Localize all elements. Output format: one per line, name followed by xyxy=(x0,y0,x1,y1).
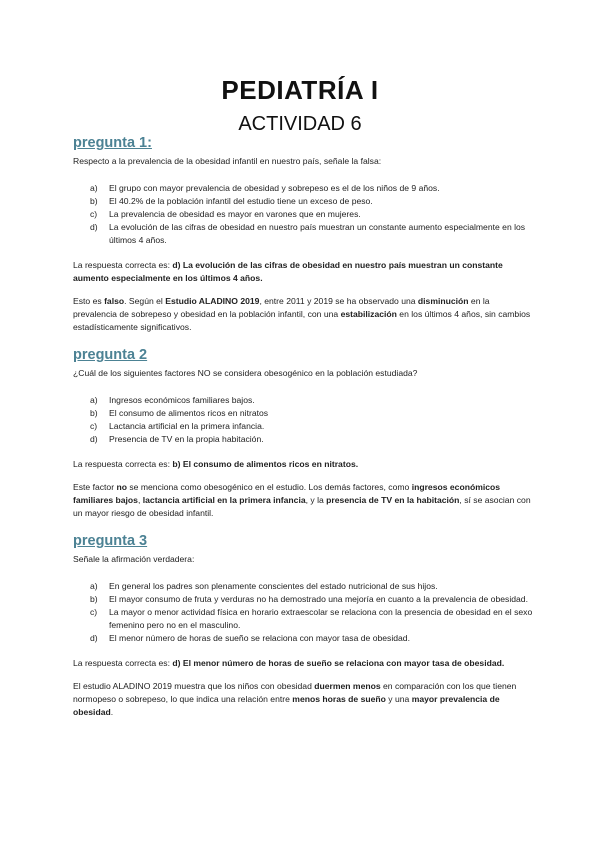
explanation-bold: duermen menos xyxy=(314,681,381,691)
explanation-text: en la prevalencia de sobrepeso y obesidad en la población infantil, con una xyxy=(73,296,490,319)
option-item xyxy=(73,606,533,632)
document-title: PEDIATRÍA I xyxy=(221,75,379,105)
question-heading: pregunta 3 xyxy=(73,533,148,549)
explanation-bold: estabilización xyxy=(340,309,397,319)
explanation-bold: mayor prevalencia de obesidad xyxy=(73,694,500,717)
option-text: El mayor consumo de fruta y verduras no ha demostrado una mejoría en cuanto a la prevalencia de obesidad. xyxy=(109,594,528,604)
option-text: El menor número de horas de sueño se relaciona con mayor tasa de obesidad. xyxy=(109,633,410,643)
options-list xyxy=(73,182,533,247)
option-text: La evolución de las cifras de obesidad en nuestro país muestran un constante aumento especialmente en los últimos 4 años. xyxy=(109,222,526,245)
answer-text: d) La evolución de las cifras de obesidad en nuestro país muestran un constante aumento especialmente en los últimos 4 años. xyxy=(73,260,503,283)
option-letter: d) xyxy=(90,434,98,444)
option-item xyxy=(73,407,533,420)
question-prompt: ¿Cuál de los siguientes factores NO se considera obesogénico en la población estudiada? xyxy=(73,368,418,378)
explanation-text: , y la xyxy=(305,495,327,505)
option-letter: d) xyxy=(90,633,98,643)
explanation-text: , sí se asocian con un mayor riesgo de obesidad infantil. xyxy=(73,495,531,518)
explanation-bold: menos horas de sueño xyxy=(292,694,386,704)
option-text: El grupo con mayor prevalencia de obesidad y sobrepeso es el de los niños de 9 años. xyxy=(109,183,440,193)
explanation-bold: falso xyxy=(104,296,125,306)
answer-line xyxy=(73,657,533,670)
option-letter: a) xyxy=(90,581,98,591)
question-3 xyxy=(73,533,533,719)
option-item xyxy=(73,208,533,221)
question-1 xyxy=(73,135,533,334)
question-prompt: Respecto a la prevalencia de la obesidad infantil en nuestro país, señale la falsa: xyxy=(73,156,382,166)
option-text: El 40.2% de la población infantil del estudio tiene un exceso de peso. xyxy=(109,196,373,206)
document-subtitle: ACTIVIDAD 6 xyxy=(238,113,362,135)
answer-prefix: La respuesta correcta es: xyxy=(73,658,173,668)
answer-prefix: La respuesta correcta es: xyxy=(73,459,173,469)
explanation-bold: Estudio ALADINO 2019 xyxy=(165,296,260,306)
option-letter: c) xyxy=(90,209,98,219)
explanation-bold: lactancia artificial en la primera infancia xyxy=(142,495,306,505)
answer-text: b) El consumo de alimentos ricos en nitratos. xyxy=(172,459,359,469)
question-heading: pregunta 2 xyxy=(73,347,148,363)
question-prompt: Señale la afirmación verdadera: xyxy=(73,554,195,564)
question-2 xyxy=(73,347,533,520)
explanation-text: y una xyxy=(385,694,412,704)
option-item xyxy=(73,221,533,247)
option-text: La prevalencia de obesidad es mayor en varones que en mujeres. xyxy=(109,209,361,219)
explanation-text: El estudio ALADINO 2019 muestra que los niños con obesidad xyxy=(73,681,315,691)
explanation-text: en comparación con los que tienen normopeso o sobrepeso, lo que indica una relación entre xyxy=(73,681,517,704)
option-text: El consumo de alimentos ricos en nitratos xyxy=(109,408,269,418)
option-item xyxy=(73,394,533,407)
option-item xyxy=(73,433,533,446)
option-letter: c) xyxy=(90,421,98,431)
option-letter: d) xyxy=(90,222,98,232)
option-item xyxy=(73,580,533,593)
explanation-bold: presencia de TV en la habitación xyxy=(326,495,460,505)
answer-prefix: La respuesta correcta es: xyxy=(73,260,173,270)
option-text: La mayor o menor actividad física en horario extraescolar se relaciona con la presencia de obesidad en el sexo femenino pero no en el masculino. xyxy=(109,607,533,630)
option-letter: b) xyxy=(90,408,98,418)
explanation xyxy=(73,481,533,520)
question-heading: pregunta 1: xyxy=(73,135,152,151)
explanation xyxy=(73,680,533,719)
explanation-bold: ingresos económicos familiares bajos xyxy=(73,482,501,505)
explanation-bold: disminución xyxy=(417,296,469,306)
answer-line xyxy=(73,259,533,285)
option-letter: c) xyxy=(90,607,98,617)
options-list xyxy=(73,580,533,645)
explanation-text: se menciona como obesogénico en el estudio. Los demás factores, como xyxy=(126,482,412,492)
explanation-text: Este factor xyxy=(73,482,117,492)
option-text: En general los padres son plenamente conscientes del estado nutricional de sus hijos. xyxy=(109,581,438,591)
explanation-text: en los últimos 4 años, sin cambios estadísticamente significativos. xyxy=(73,309,531,332)
option-item xyxy=(73,420,533,433)
option-letter: a) xyxy=(90,183,98,193)
explanation-text: , xyxy=(137,495,143,505)
option-item xyxy=(73,632,533,645)
options-list xyxy=(73,394,533,446)
option-text: Ingresos económicos familiares bajos. xyxy=(109,395,255,405)
option-letter: b) xyxy=(90,196,98,206)
answer-text: d) El menor número de horas de sueño se relaciona con mayor tasa de obesidad. xyxy=(172,658,505,668)
option-item xyxy=(73,195,533,208)
option-text: Presencia de TV en la propia habitación. xyxy=(109,434,264,444)
option-item xyxy=(73,182,533,195)
explanation-bold: no xyxy=(116,482,127,492)
option-text: Lactancia artificial en la primera infancia. xyxy=(109,421,265,431)
explanation-text: . xyxy=(110,707,114,717)
answer-line xyxy=(73,458,533,471)
option-letter: a) xyxy=(90,395,98,405)
document-body xyxy=(73,135,533,719)
explanation xyxy=(73,295,533,334)
option-item xyxy=(73,593,533,606)
explanation-text: , entre 2011 y 2019 se ha observado una xyxy=(259,296,418,306)
explanation-text: . Según el xyxy=(124,296,166,306)
option-letter: b) xyxy=(90,594,98,604)
explanation-text: Esto es xyxy=(73,296,105,306)
